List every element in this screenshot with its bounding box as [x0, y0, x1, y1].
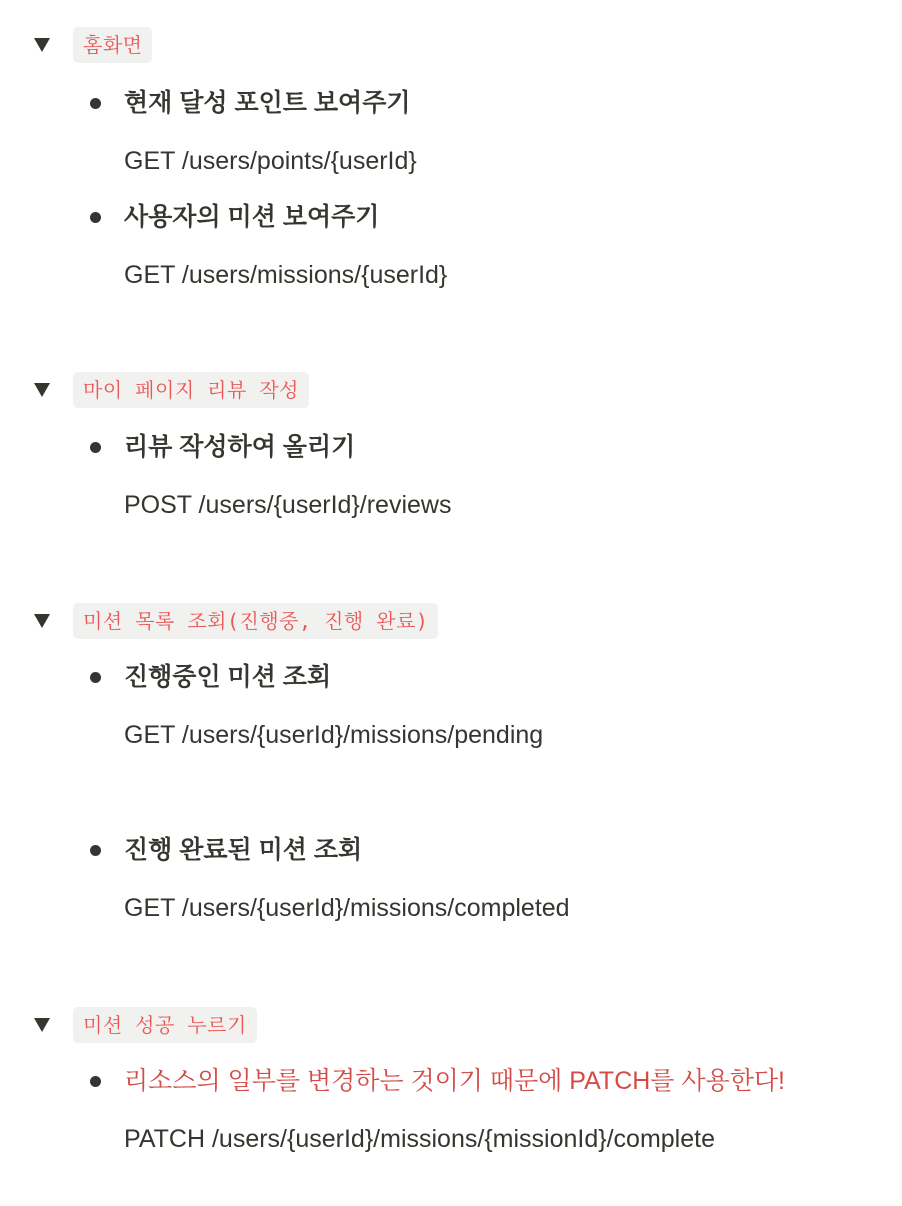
- item-title: 사용자의 미션 보여주기: [124, 203, 380, 231]
- endpoint-text: GET /users/{userId}/missions/pending: [124, 721, 544, 749]
- toggle-header: [32, 26, 152, 64]
- bullet-icon: [90, 1076, 101, 1087]
- endpoint-text: GET /users/missions/{userId}: [124, 261, 448, 289]
- item-title: 진행 완료된 미션 조회: [124, 836, 363, 864]
- section-label: 마이 페이지 리뷰 작성: [73, 372, 309, 408]
- toggle-arrow-icon[interactable]: [32, 380, 52, 400]
- section-label: 홈화면: [73, 27, 152, 63]
- endpoint-text: GET /users/points/{userId}: [124, 147, 417, 175]
- item-title: 리뷰 작성하여 올리기: [124, 433, 356, 461]
- toggle-arrow-icon[interactable]: [32, 35, 52, 55]
- item-title: 진행중인 미션 조회: [124, 663, 332, 691]
- endpoint-text: POST /users/{userId}/reviews: [124, 491, 452, 519]
- bullet-icon: [90, 212, 101, 223]
- bullet-icon: [90, 672, 101, 683]
- toggle-header: [32, 1006, 257, 1044]
- bullet-icon: [90, 442, 101, 453]
- endpoint-text: GET /users/{userId}/missions/completed: [124, 894, 570, 922]
- endpoint-text: PATCH /users/{userId}/missions/{missionId}/complete: [124, 1125, 715, 1153]
- toggle-arrow-icon[interactable]: [32, 1015, 52, 1035]
- toggle-header: [32, 371, 309, 409]
- toggle-arrow-icon[interactable]: [32, 611, 52, 631]
- section-label: 미션 성공 누르기: [73, 1007, 257, 1043]
- toggle-header: [32, 602, 438, 640]
- item-title: 현재 달성 포인트 보여주기: [124, 89, 411, 117]
- bullet-icon: [90, 845, 101, 856]
- bullet-icon: [90, 98, 101, 109]
- section-label: 미션 목록 조회(진행중, 진행 완료): [73, 603, 438, 639]
- item-title-highlighted: 리소스의 일부를 변경하는 것이기 때문에 PATCH를 사용한다!: [124, 1067, 785, 1095]
